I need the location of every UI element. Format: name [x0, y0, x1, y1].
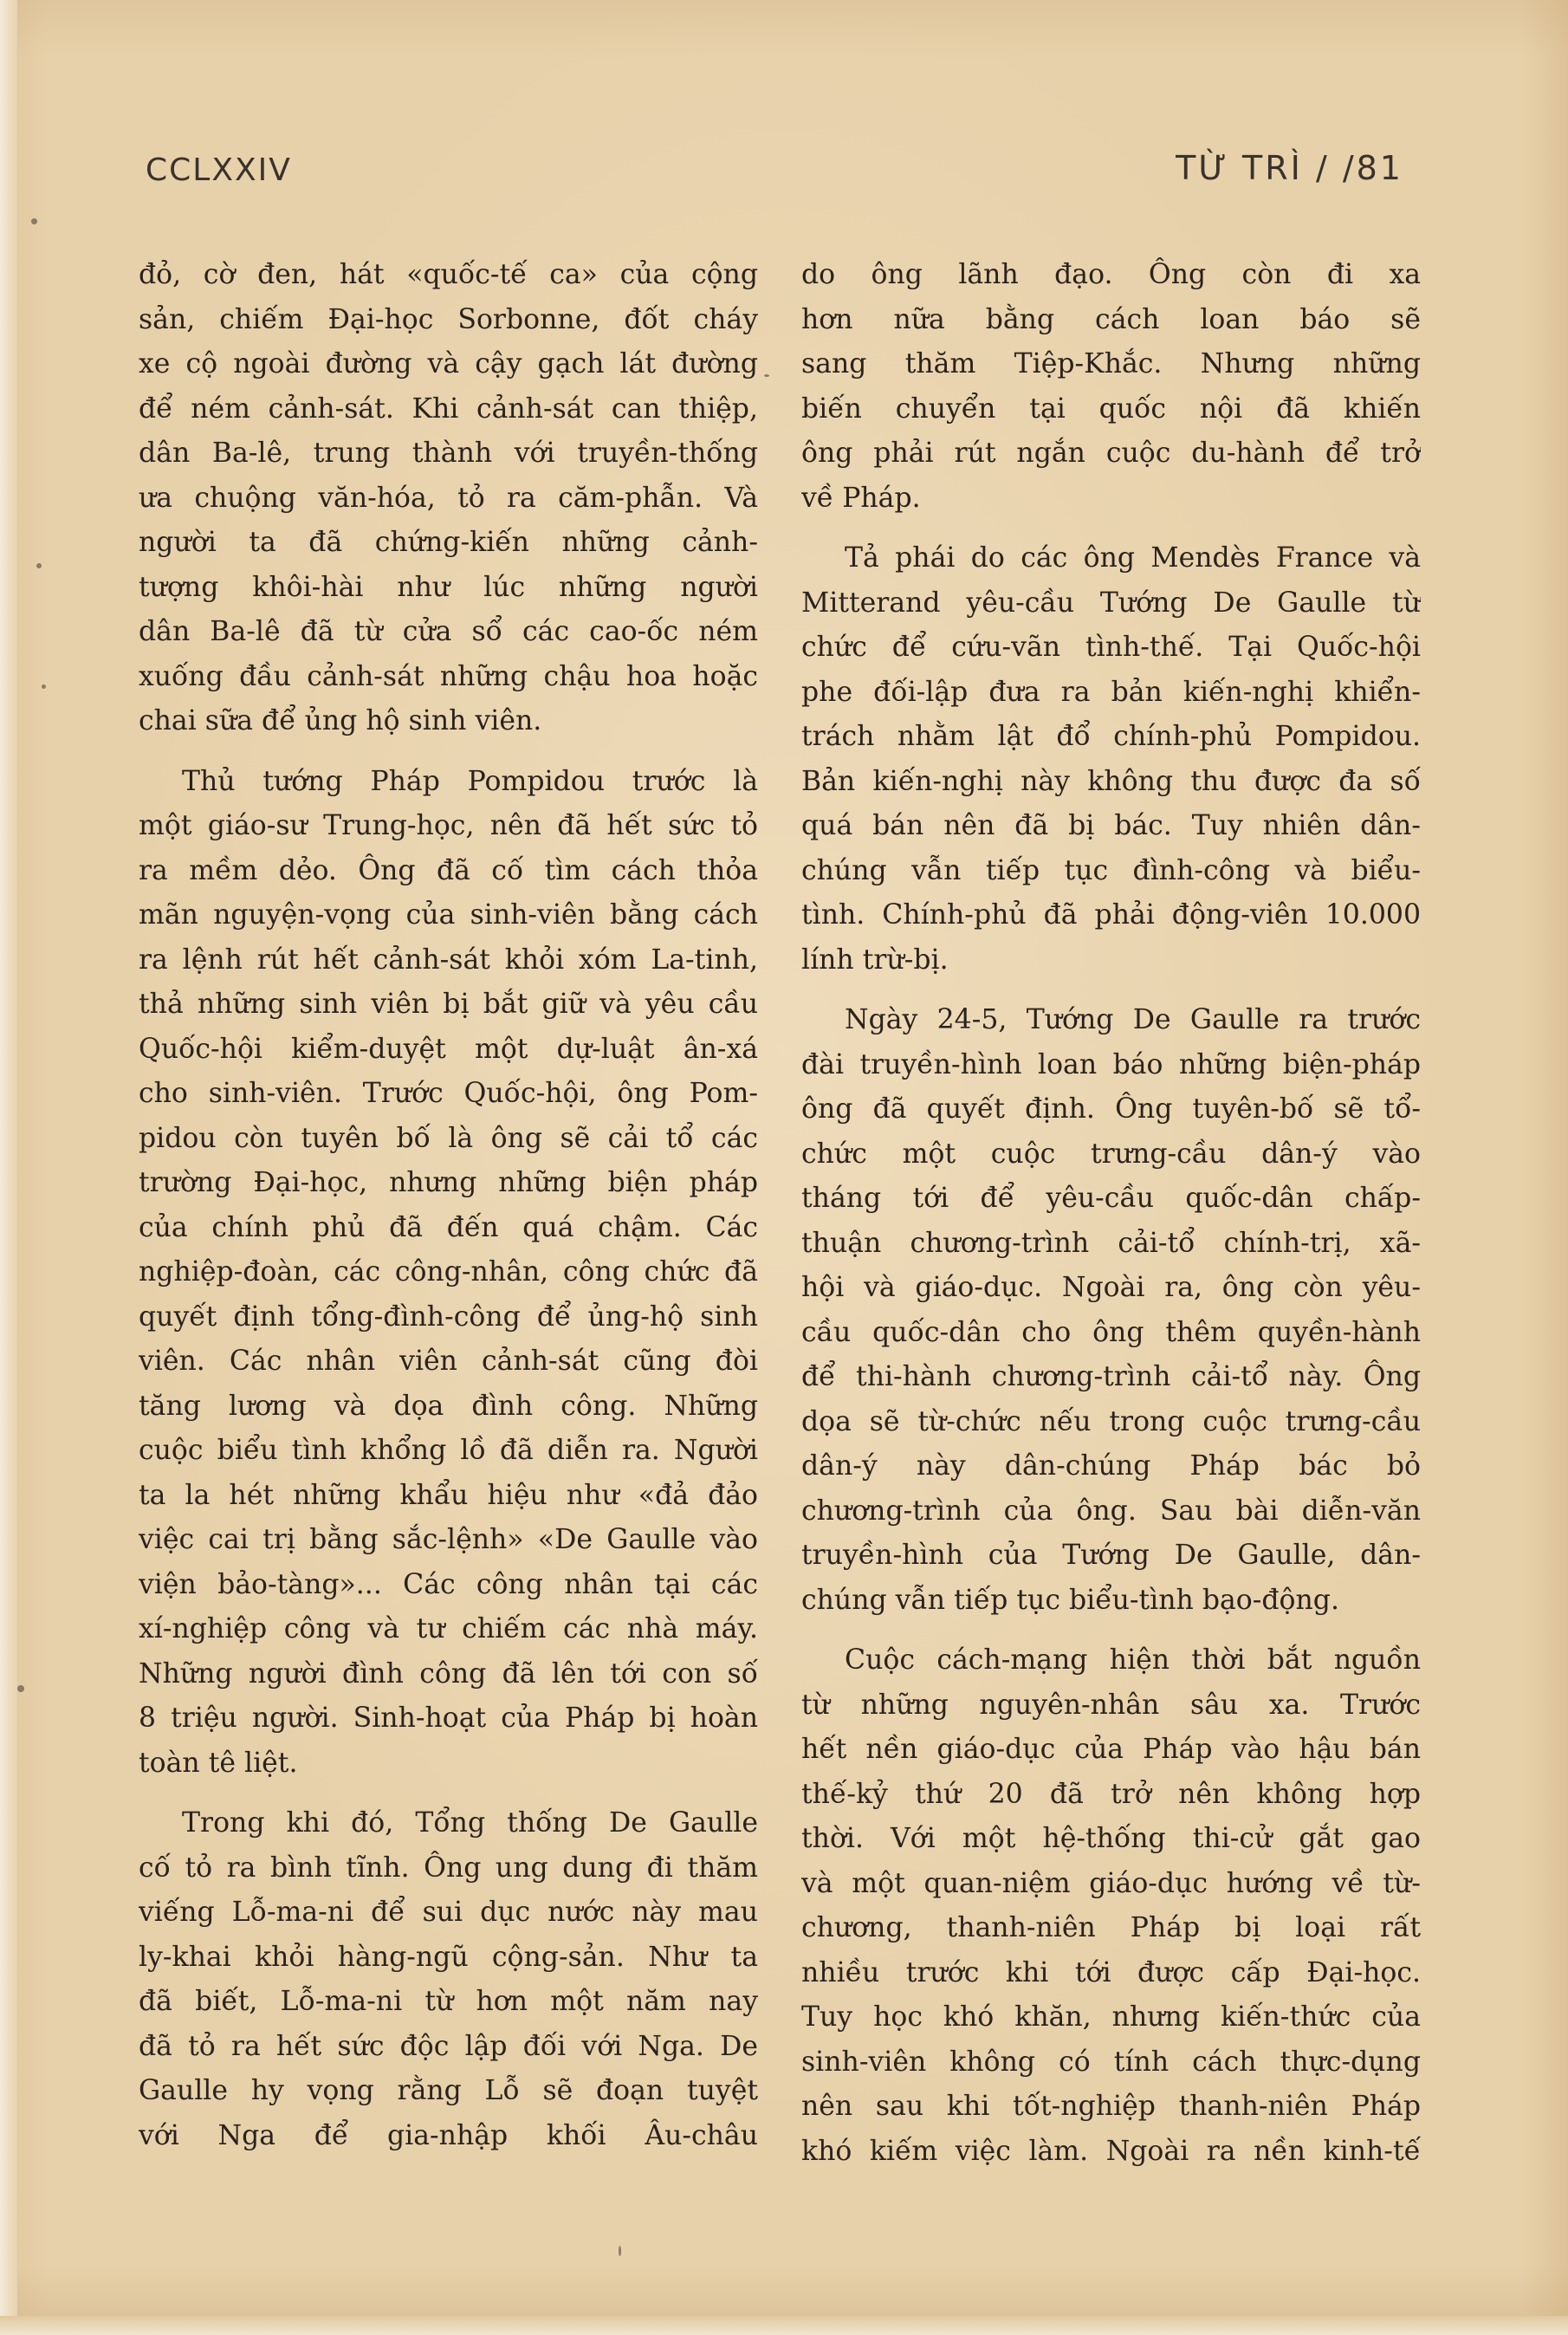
text-line: chúng vẫn tiếp tục đình-công và biểu- [801, 854, 1421, 886]
text-line: Bản kiến-nghị này không thu được đa số [801, 765, 1421, 797]
text-line: Quốc-hội kiểm-duyệt một dự-luật ân-xá [139, 1033, 758, 1065]
text-line: thế-kỷ thứ 20 đã trở nên không hợp [801, 1778, 1421, 1810]
text-line: thả những sinh viên bị bắt giữ và yêu cầu [139, 989, 758, 1020]
text-line: trách nhằm lật đổ chính-phủ Pompidou. [801, 721, 1421, 752]
text-line: 8 triệu người. Sinh-hoạt của Pháp bị hoàn [139, 1703, 758, 1734]
text-line: toàn tê liệt. [139, 1747, 298, 1779]
text-line: viên. Các nhân viên cảnh-sát cũng đòi [139, 1346, 758, 1377]
text-line: tình. Chính-phủ đã phải động-viên 10.000 [801, 899, 1421, 931]
text-line: đài truyền-hình loan báo những biện-pháp [801, 1048, 1421, 1080]
text-line: viếng Lỗ-ma-ni để sui dục nước này mau [139, 1897, 758, 1928]
running-header-left: CCLXXIV [146, 152, 292, 188]
text-line: trường Đại-học, nhưng những biện pháp [139, 1167, 758, 1198]
text-line: phe đối-lập đưa ra bản kiến-nghị khiển- [801, 676, 1421, 708]
text-line: Cuộc cách-mạng hiện thời bắt nguồn [845, 1644, 1421, 1676]
text-line: dọa sẽ từ-chức nếu trong cuộc trưng-cầu [801, 1405, 1421, 1437]
text-line: xuống đầu cảnh-sát những chậu hoa hoặc [139, 660, 758, 692]
scan-speck [17, 1685, 24, 1692]
text-line: ông phải rút ngắn cuộc du-hành để trở [801, 438, 1421, 469]
text-line: cầu quốc-dân cho ông thêm quyền-hành [801, 1316, 1421, 1348]
text-line: chức để cứu-vãn tình-thế. Tại Quốc-hội [801, 632, 1421, 663]
text-line: chai sữa để ủng hộ sinh viên. [139, 705, 542, 736]
paragraph [801, 1638, 1421, 2174]
text-line: về Pháp. [801, 482, 921, 514]
text-line: nghiệp-đoàn, các công-nhân, công chức đã [139, 1256, 758, 1287]
text-line: chức một cuộc trưng-cầu dân-ý vào [801, 1138, 1421, 1170]
paragraph [139, 1801, 758, 2158]
text-line: dân Ba-lê đã từ cửa sổ các cao-ốc ném [139, 616, 758, 647]
text-line: xe cộ ngoài đường và cậy gạch lát đường [139, 348, 758, 379]
scan-speck [764, 374, 769, 377]
text-line: quyết định tổng-đình-công để ủng-hộ sinh [139, 1300, 758, 1333]
text-line: đã biết, Lỗ-ma-ni từ hơn một năm nay [139, 1986, 758, 2017]
text-line: sinh-viên không có tính cách thực-dụng [801, 2046, 1421, 2078]
text-column-left [139, 253, 758, 2174]
text-line: Thủ tướng Pháp Pompidou trước là [182, 765, 758, 797]
text-line: ra lệnh rút hết cảnh-sát khỏi xóm La-tinh, [139, 944, 758, 976]
paragraph [139, 760, 758, 1787]
text-line: tháng tới để yêu-cầu quốc-dân chấp- [801, 1183, 1421, 1214]
text-line: mãn nguyện-vọng của sinh-viên bằng cách [139, 899, 758, 931]
text-line: thời. Với một hệ-thống thi-cử gắt gao [801, 1823, 1421, 1854]
text-line: nhiều trước khi tới được cấp Đại-học. [801, 1956, 1421, 1988]
text-line: đỏ, cờ đen, hát «quốc-tế ca» của cộng [139, 259, 758, 290]
text-line: ra mềm dẻo. Ông đã cố tìm cách thỏa [139, 854, 758, 886]
text-line: chương, thanh-niên Pháp bị loại rất [801, 1912, 1421, 1943]
text-line: việc cai trị bằng sắc-lệnh» «De Gaulle vào [139, 1524, 758, 1555]
scan-speck [31, 218, 37, 224]
text-line: Những người đình công đã lên tới con số [139, 1657, 758, 1690]
text-line: của chính phủ đã đến quá chậm. Các [139, 1211, 758, 1243]
text-line: với Nga để gia-nhập khối Âu-châu [139, 2119, 758, 2151]
text-line: cuộc biểu tình khổng lồ đã diễn ra. Người [139, 1435, 758, 1466]
paragraph [139, 253, 758, 744]
text-line: Trong khi đó, Tổng thống De Gaulle [182, 1807, 758, 1839]
text-line: ông đã quyết định. Ông tuyên-bố sẽ tổ- [801, 1093, 1421, 1125]
text-line: sản, chiếm Đại-học Sorbonne, đốt cháy [139, 303, 758, 335]
text-line: truyền-hình của Tướng De Gaulle, dân- [801, 1540, 1421, 1571]
text-line: thuận chương-trình cải-tổ chính-trị, xã- [801, 1227, 1421, 1259]
text-line: hội và giáo-dục. Ngoài ra, ông còn yêu- [801, 1272, 1421, 1303]
text-line: cho sinh-viên. Trước Quốc-hội, ông Pom- [139, 1078, 758, 1109]
page-left-edge [0, 0, 17, 2335]
text-line: viện bảo-tàng»... Các công nhân tại các [139, 1568, 758, 1600]
text-line: xí-nghiệp công và tư chiếm các nhà máy. [139, 1613, 758, 1644]
text-line: khó kiếm việc làm. Ngoài ra nền kinh-tế [801, 2135, 1421, 2167]
page-bottom-edge [0, 2316, 1568, 2335]
text-line: ly-khai khỏi hàng-ngũ cộng-sản. Như ta [139, 1941, 758, 1973]
text-column-right [801, 253, 1421, 2189]
text-line: đã tỏ ra hết sức độc lập đối với Nga. De [139, 2030, 758, 2062]
text-line: để thi-hành chương-trình cải-tổ này. Ông [801, 1361, 1421, 1392]
text-line: hết nền giáo-dục của Pháp vào hậu bán [801, 1734, 1421, 1765]
text-line: ta la hét những khẩu hiệu như «đả đảo [139, 1479, 758, 1511]
text-line: tăng lương và dọa đình công. Những [139, 1390, 758, 1422]
text-line: Ngày 24-5, Tướng De Gaulle ra trước [845, 1004, 1421, 1035]
text-line: cố tỏ ra bình tĩnh. Ông ung dung đi thăm [139, 1852, 758, 1884]
text-line: dân-ý này dân-chúng Pháp bác bỏ [801, 1450, 1421, 1482]
text-line: Gaulle hy vọng rằng Lỗ sẽ đoạn tuyệt [139, 2075, 758, 2106]
running-header-right: TỪ TRÌ / /81 [1176, 149, 1403, 187]
paragraph [801, 998, 1421, 1623]
text-line: nên sau khi tốt-nghiệp thanh-niên Pháp [801, 2091, 1421, 2122]
text-line: từ những nguyên-nhân sâu xa. Trước [801, 1689, 1421, 1721]
text-line: để ném cảnh-sát. Khi cảnh-sát can thiệp, [139, 392, 758, 425]
text-line: người ta đã chứng-kiến những cảnh- [139, 527, 758, 558]
text-line: Mitterand yêu-cầu Tướng De Gaulle từ [801, 587, 1421, 619]
paragraph [801, 536, 1421, 983]
text-line: Tả phái do các ông Mendès France và [845, 542, 1421, 574]
scan-speck [42, 684, 46, 689]
text-line: chương-trình của ông. Sau bài diễn-văn [801, 1495, 1421, 1527]
text-line: một giáo-sư Trung-học, nên đã hết sức tỏ [139, 810, 758, 841]
text-line: tượng khôi-hài như lúc những người [139, 571, 758, 603]
scan-speck [36, 563, 42, 568]
text-line: lính trừ-bị. [801, 944, 949, 976]
text-line: biến chuyển tại quốc nội đã khiến [801, 392, 1421, 425]
text-line: quá bán nên đã bị bác. Tuy nhiên dân- [801, 810, 1421, 841]
text-line: sang thăm Tiệp-Khắc. Nhưng những [801, 348, 1421, 379]
text-line: dân Ba-lê, trung thành với truyền-thống [139, 438, 758, 469]
text-line: Tuy học khó khăn, nhưng kiến-thức của [801, 2001, 1421, 2033]
paragraph [801, 253, 1421, 521]
text-line: do ông lãnh đạo. Ông còn đi xa [801, 259, 1421, 290]
text-line: chúng vẫn tiếp tục biểu-tình bạo-động. [801, 1584, 1339, 1616]
text-line: ưa chuộng văn-hóa, tỏ ra căm-phẫn. Và [139, 482, 758, 514]
scan-speck [619, 2246, 621, 2256]
text-line: pidou còn tuyên bố là ông sẽ cải tổ các [139, 1122, 758, 1154]
text-line: và một quan-niệm giáo-dục hướng về từ- [801, 1867, 1421, 1899]
text-line: hơn nữa bằng cách loan báo sẽ [801, 303, 1421, 335]
